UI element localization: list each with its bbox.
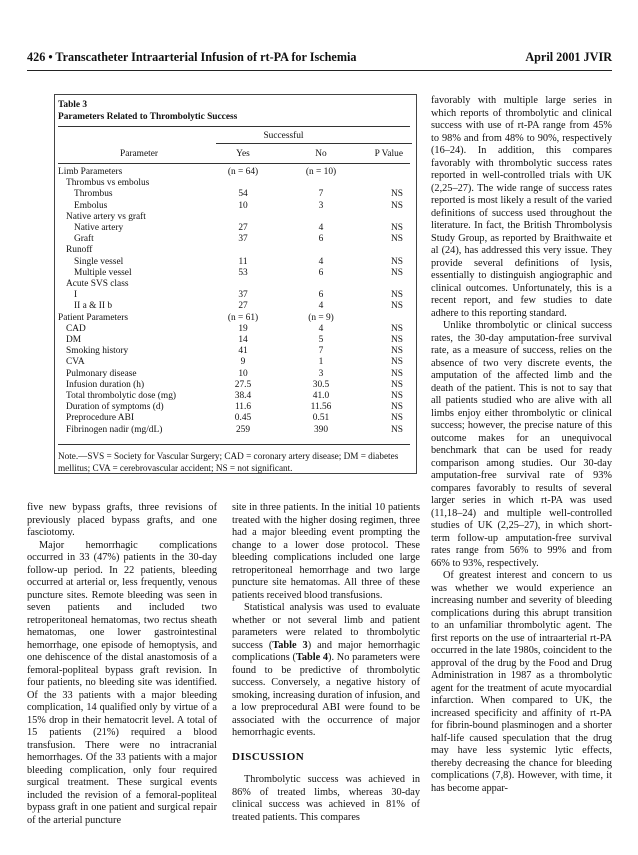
row-parameter: Thrombus <box>74 189 113 200</box>
row-no: 30.5 <box>312 379 330 390</box>
row-yes: 14 <box>238 335 248 345</box>
row-parameter: Thrombus vs embolus <box>66 178 150 189</box>
table-3-reference: Table 3 <box>272 639 308 651</box>
middle-paragraph-2 <box>232 602 420 740</box>
yes-header: Yes <box>236 149 250 159</box>
table-4-reference: Table 4 <box>295 652 329 663</box>
row-yes: 0.45 <box>234 413 252 424</box>
table-row <box>58 380 413 390</box>
row-parameter: Native artery vs graft <box>66 211 146 222</box>
table-row <box>58 279 413 289</box>
row-no: 4 <box>318 223 324 233</box>
row-parameter: Acute SVS class <box>66 279 129 289</box>
table-note: Note.—SVS = Society for Vascular Surgery; CAD = coronary artery disease; DM = diabetes mellitus; CVA = cerebrovascular accident; NS = not significant. <box>58 451 399 473</box>
table-row <box>58 357 413 367</box>
row-no: 6 <box>318 267 324 278</box>
row-no: 11.56 <box>310 402 332 413</box>
row-no: 6 <box>318 290 324 301</box>
spanner-rule <box>216 143 412 144</box>
row-no: 3 <box>318 200 324 211</box>
row-parameter: Patient Parameters <box>58 312 129 323</box>
row-yes: 9 <box>240 357 246 368</box>
p2-text-b: ) and major hemorrhagic complications ( <box>232 639 421 663</box>
row-p-value: NS <box>391 290 403 301</box>
row-p-value: NS <box>391 234 403 245</box>
row-no: 1 <box>318 357 324 368</box>
row-yes: 11.6 <box>234 402 252 413</box>
row-parameter: Infusion duration (h) <box>66 379 145 390</box>
row-p-value: NS <box>391 267 403 278</box>
row-yes: 27 <box>238 223 248 233</box>
row-p-value: NS <box>391 323 403 334</box>
row-yes: 38.4 <box>234 391 252 401</box>
row-yes: 27.5 <box>234 379 252 390</box>
row-yes: (n = 64) <box>227 167 259 177</box>
row-parameter: Native artery <box>74 223 124 233</box>
row-parameter: Pulmonary disease <box>66 368 137 379</box>
row-parameter: II a & II b <box>74 301 113 312</box>
row-p-value: NS <box>391 379 403 390</box>
row-parameter: Limb Parameters <box>58 167 123 177</box>
row-p-value: NS <box>391 200 403 211</box>
middle-column <box>232 502 420 824</box>
table-row <box>58 425 413 435</box>
table-row <box>58 234 413 244</box>
table-row <box>58 402 413 412</box>
row-yes: 19 <box>238 323 248 334</box>
row-no: (n = 10) <box>305 167 337 177</box>
row-p-value: NS <box>391 256 403 267</box>
row-no: 7 <box>318 346 324 357</box>
row-parameter: Fibrinogen nadir (mg/dL) <box>66 424 163 435</box>
left-paragraph-2: Major hemorrhagic complications occurred in 33 (47%) patients in the 30-day follow-up period. In 22 patients, bleeding occurred at arterial or, less frequently, venous puncture sites. Remote bleeding was seen in seven patients and included two retroperitoneal hematomas, two rectus sheath hematomas, one lower gastrointestinal hemorrhage, one episode of hemoptysis, and one dehiscence of the distal anastomosis of a femoral-popliteal bypass graft revision. In four patients, no bleeding site was identified. Of the 33 patients with a major bleeding complication, 14 qualified only by virtue of a 15% drop in their hematocrit level. A total of 15 patients (21%) required a blood transfusion. There were no intracranial hemorrhages. Of the 33 patients with a major bleeding complication, only four required surgical treatment. These surgical events included the revision of a femoral-popliteal bypass graft in one patient and surgical repair of the arterial puncture <box>27 539 217 826</box>
table-row <box>58 391 413 401</box>
row-p-value: NS <box>391 335 403 345</box>
row-yes: 10 <box>238 200 248 211</box>
row-parameter: Preprocedure ABI <box>66 413 134 424</box>
row-no: 3 <box>318 368 324 379</box>
p-value-header: P Value <box>374 149 403 159</box>
row-yes: 53 <box>238 267 248 278</box>
row-parameter: CAD <box>66 323 86 334</box>
table-row <box>58 212 413 222</box>
row-p-value: NS <box>391 402 403 413</box>
middle-paragraph-3: Thrombolytic success was achieved in 86% of treated limbs, whereas 30-day clinical success was achieved in 81% of treated patients. This compares <box>232 774 420 823</box>
row-yes: 11 <box>238 256 248 267</box>
no-header: No <box>315 149 327 159</box>
header-rule <box>27 70 612 71</box>
header-title: 426 • Transcatheter Intraarterial Infusion of rt-PA for Ischemia <box>27 50 357 64</box>
row-no: 7 <box>318 189 324 200</box>
row-yes: 41 <box>238 346 248 357</box>
row-parameter: Smoking history <box>66 346 129 357</box>
row-yes: 37 <box>238 234 248 245</box>
row-yes: 27 <box>238 301 248 312</box>
row-yes: (n = 61) <box>227 312 259 323</box>
left-column <box>27 502 217 827</box>
table-row <box>58 189 413 199</box>
row-p-value: NS <box>391 301 403 312</box>
successful-header: Successful <box>263 131 304 141</box>
row-p-value: NS <box>391 368 403 379</box>
row-yes: 259 <box>235 424 251 435</box>
row-yes: 54 <box>238 189 248 200</box>
table-column-headers <box>58 149 413 159</box>
running-header <box>27 50 612 66</box>
table-caption: Parameters Related to Thrombolytic Success <box>58 112 238 122</box>
table-row <box>58 313 413 323</box>
parameter-header: Parameter <box>120 149 158 159</box>
row-parameter: Single vessel <box>74 256 124 267</box>
table-row <box>58 245 413 255</box>
row-p-value: NS <box>391 413 403 424</box>
table-row <box>58 167 413 177</box>
p2-text-a: Statistical analysis was used to evaluate whether or not several limb and patient parameters were related to thrombolytic success ( <box>232 602 420 651</box>
table-row <box>58 223 413 233</box>
row-parameter: I <box>74 290 78 301</box>
row-p-value: NS <box>391 189 403 200</box>
row-p-value: NS <box>391 391 403 401</box>
row-no: 4 <box>318 301 324 312</box>
left-paragraph-1: five new bypass grafts, three revisions of previously placed bypass grafts, and one fasciotomy. <box>27 502 217 538</box>
row-parameter: Total thrombolytic dose (mg) <box>66 391 176 401</box>
row-no: (n = 9) <box>308 312 334 323</box>
row-no: 5 <box>318 335 324 345</box>
row-p-value: NS <box>391 346 403 357</box>
right-paragraph-3: Of greatest interest and concern to us was whether we would experience an increasing number and severity of bleeding complications during this abrupt transition to an unfamiliar thrombolytic agent. The first reports on the use of intraarterial rt-PA occurred in the late 1980s, coincident to the approval of the drug by the Food and Drug Administration in 1987 as a thrombolytic agent for the treatment of acute myocardial infarction. When compared to UK, the increased specificity and affinity of rt-PA for fibrin-bound plasminogen and a shorter half-life caused speculation that the drug may have less systemic lytic effects, thereby decreasing the chance for bleeding complications (7,8). However, with time, it has become appar- <box>431 570 612 794</box>
row-yes: 10 <box>238 368 248 379</box>
p2-text-c: ). No parameters were found to be predictive of thrombolytic success. Conversely, a negative history of smoking, increasing duration of infusion, and a low preprocedural ABI were found to be associated with the occurrence of major hemorrhagic events. <box>232 652 420 738</box>
table-top-rule <box>58 126 410 127</box>
table-row <box>58 201 413 211</box>
table-row <box>58 178 413 188</box>
table-spanner-row <box>58 131 413 141</box>
row-no: 4 <box>318 323 324 334</box>
right-paragraph-2: Unlike thrombolytic or clinical success rates, the 30-day amputation-free survival rate, as a measure of success, relies on the absence of two very discrete events, the amputation of the affected limb and the death of the patient. This is not to say that all patients studied who are alive with all limbs enjoy either thrombolytic or clinical success; however, the precise nature of this outcome makes for an unequivocal benchmark that can be used for ready comparison among studies. Our 30-day amputation-free survival rate of 93% compares favorably to results of several larger series in which rt-PA was used (11,18–24) and multiple well-controlled studies of UK (2,25–27), in which short-term follow-up amputation-free survival rates range from 56% to 99% and from 66% to 93%, respectively. <box>431 320 612 569</box>
table-row <box>58 324 413 334</box>
table-header-rule <box>58 163 410 164</box>
middle-paragraph-1: site in three patients. In the initial 10 patients treated with the higher dosing regimen, three had a major bleeding event prompting the change to a lower dose protocol. These bleeding complications included one large retroperitoneal hemorrhage and two large puncture site hematomas. All three of these patients received blood transfusions. <box>232 502 420 601</box>
row-parameter: Embolus <box>74 200 108 211</box>
table-row <box>58 290 413 300</box>
discussion-heading: DISCUSSION <box>232 750 305 763</box>
row-no: 390 <box>313 424 329 435</box>
row-parameter: Runoff <box>66 245 93 256</box>
row-parameter: Graft <box>74 234 94 245</box>
row-p-value: NS <box>391 223 403 233</box>
right-column <box>431 95 612 795</box>
table-row <box>58 346 413 356</box>
table-row <box>58 369 413 379</box>
row-p-value: NS <box>391 357 403 368</box>
row-p-value: NS <box>391 424 403 435</box>
row-no: 4 <box>318 256 324 267</box>
row-no: 41.0 <box>312 391 330 401</box>
table-row <box>58 268 413 278</box>
table-row <box>58 257 413 267</box>
table-bottom-rule <box>58 444 410 445</box>
table-row <box>58 301 413 311</box>
row-parameter: CVA <box>66 357 85 368</box>
header-journal-date: April 2001 JVIR <box>525 50 612 64</box>
row-no: 6 <box>318 234 324 245</box>
table-number: Table 3 <box>58 100 88 110</box>
row-parameter: Duration of symptoms (d) <box>66 402 164 413</box>
right-paragraph-1: favorably with multiple large series in which reports of thrombolytic and clinical success with use of rt-PA range from 45% to 98% and from 48% to 90%, respectively (16–24). In addition, this compares favorably with thrombolytic success rates reported in well-controlled trials with UK (2,25–27). The wide range of success rates reported is most likely a result of the varied definitions of success used throughout the literature. In fact, the British Thrombolysis Study Group, as reported by Braithwaite et al (24), has addressed this very issue. They provide several definitions of lysis, essentially to distinguish angiographic and clinical outcomes. Unfortunately, this is a recent report, and few studies to date adhere to this reporting standard. <box>431 95 612 319</box>
table-row <box>58 413 413 423</box>
row-parameter: Multiple vessel <box>74 267 132 278</box>
row-no: 0.51 <box>312 413 330 424</box>
row-parameter: DM <box>66 335 82 345</box>
row-yes: 37 <box>238 290 248 301</box>
table-row <box>58 335 413 345</box>
